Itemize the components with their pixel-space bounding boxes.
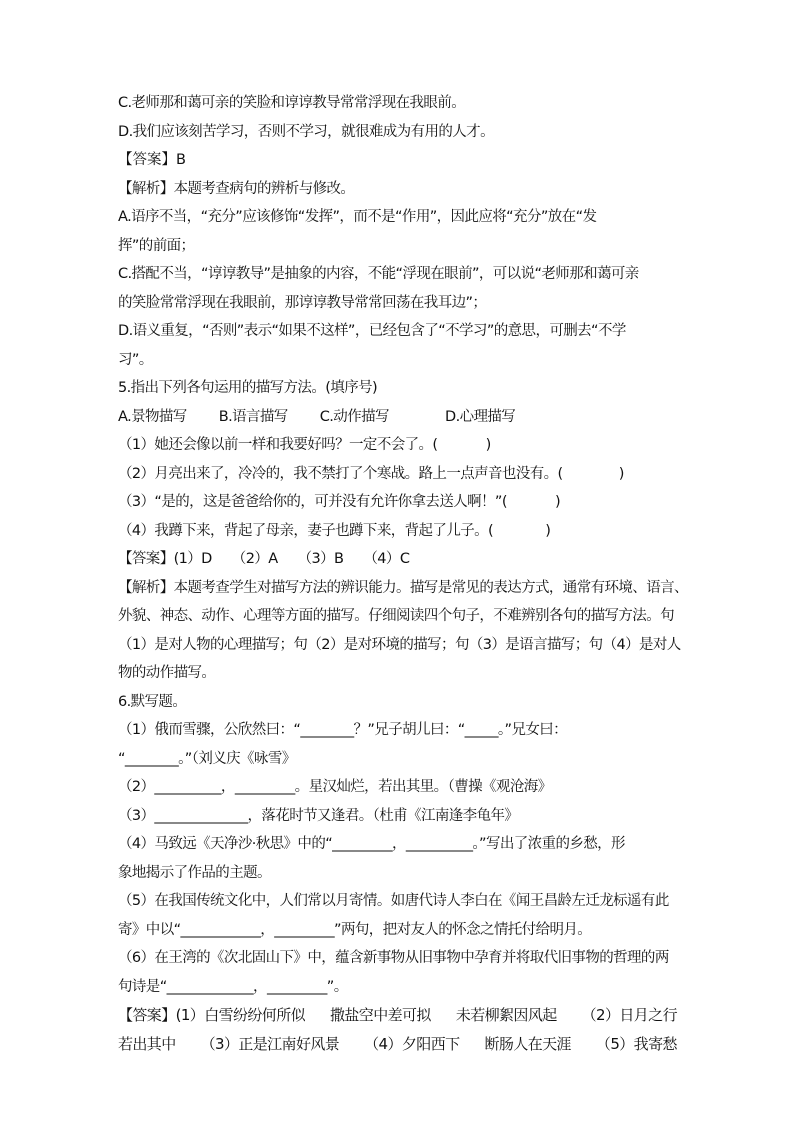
question-6-item-4b: 象地揭示了作品的主题。 [118, 864, 271, 881]
question-5-item-1: （1）她还会像以前一样和我要好吗？一定不会了。( ) [118, 437, 491, 453]
question-5-options: A.景物描写 B.语言描写 C.动作描写 D.心理描写 [118, 408, 516, 425]
question-6-item-3: （3）______________，落花时节又逢君。（杜甫《江南逢李龟年》 [118, 807, 519, 824]
question-5-analysis-4: 物的动作描写。 [118, 665, 216, 681]
question-6-item-1b: “________。”（刘义庆《咏雪》 [118, 750, 296, 767]
question-6-item-2: （2）__________，_________。星汉灿烂，若出其里。（曹操《观沧海》 [118, 779, 552, 795]
question-6-title: 6.默写题。 [118, 693, 187, 710]
option-d-line: D.我们应该刻苦学习，否则不学习，就很难成为有用的人才。 [118, 123, 494, 140]
question-6-answer-1: 【答案】(1）白雪纷纷何所似 撒盐空中差可拟 未若柳絮因风起 （2）日月之行 [118, 1006, 677, 1024]
question-5-title: 5.指出下列各句运用的描写方法。(填序号) [118, 380, 378, 396]
document-page [118, 89, 688, 1058]
question-5-answer: 【答案】(1）D （2）A （3）B （4）C [118, 551, 410, 567]
question-5-analysis-1: 【解析】本题考查学生对描写方法的辨识能力。描写是常见的表达方式，通常有环境、语言、 [118, 579, 688, 596]
analysis-a-line-1: A.语序不当，“充分”应该修饰“发挥”，而不是“作用”，因此应将“充分”放在“发 [118, 209, 597, 225]
analysis-d-line-2: 习”。 [118, 351, 153, 368]
question-6-item-1a: （1）俄而雪骤，公欣然曰：“________？”兄子胡儿曰：“_____。”兄女曰： [118, 722, 568, 738]
analysis-a-line-2: 挥”的前面； [118, 237, 195, 254]
answer-label: 【答案】B [118, 152, 186, 168]
question-5-analysis-2: 外貌、神态、动作、心理等方面的描写。仔细阅读四个句子，不难辨别各句的描写方法。句 [118, 608, 674, 624]
analysis-c-line-1: C.搭配不当，“谆谆教导”是抽象的内容，不能“浮现在眼前”，可以说“老师那和蔼可亲 [118, 266, 639, 282]
question-6-item-6a: （6）在王湾的《次北固山下》中，蕴含新事物从旧事物中孕育并将取代旧事物的哲理的两 [118, 950, 669, 966]
question-6-item-5a: （5）在我国传统文化中，人们常以月寄情。如唐代诗人李白在《闻王昌龄左迁龙标遥有此 [118, 893, 669, 909]
analysis-c-line-2: 的笑脸常常浮现在我眼前，那谆谆教导常常回荡在我耳边”； [118, 294, 487, 311]
question-5-analysis-3: （1）是对人物的心理描写；句（2）是对环境的描写；句（3）是语言描写；句（4）是对人 [118, 636, 681, 653]
question-6-item-4a: （4）马致远《天净沙·秋思》中的“_________，__________。”写出了浓重的乡愁，形 [118, 836, 625, 852]
question-5-item-3: （3）“是的，这是爸爸给你的，可并没有允许你拿去送人啊！”( ) [118, 494, 561, 510]
option-c-line: C.老师那和蔼可亲的笑脸和谆谆教导常常浮现在我眼前。 [118, 95, 466, 111]
analysis-heading: 【解析】本题考查病句的辨析与修改。 [118, 180, 355, 197]
question-6-answer-2: 若出其中 （3）正是江南好风景 （4）夕阳西下 断肠人在天涯 （5）我寄愁 [118, 1034, 677, 1053]
question-6-item-6b: 句诗是“_____________，_________”。 [118, 978, 348, 995]
question-5-item-4: （4）我蹲下来，背起了母亲，妻子也蹲下来，背起了儿子。( ) [118, 522, 551, 539]
analysis-d-line-1: D.语义重复，“否则”表示“如果不这样”，已经包含了“不学习”的意思，可删去“不学 [118, 323, 626, 339]
question-6-item-5b: 寄》中以“____________，_________”两句，把对友人的怀念之情托付给明月。 [118, 921, 592, 938]
question-5-item-2: （2）月亮出来了，冷冷的，我不禁打了个寒战。路上一点声音也没有。( ) [118, 465, 624, 482]
